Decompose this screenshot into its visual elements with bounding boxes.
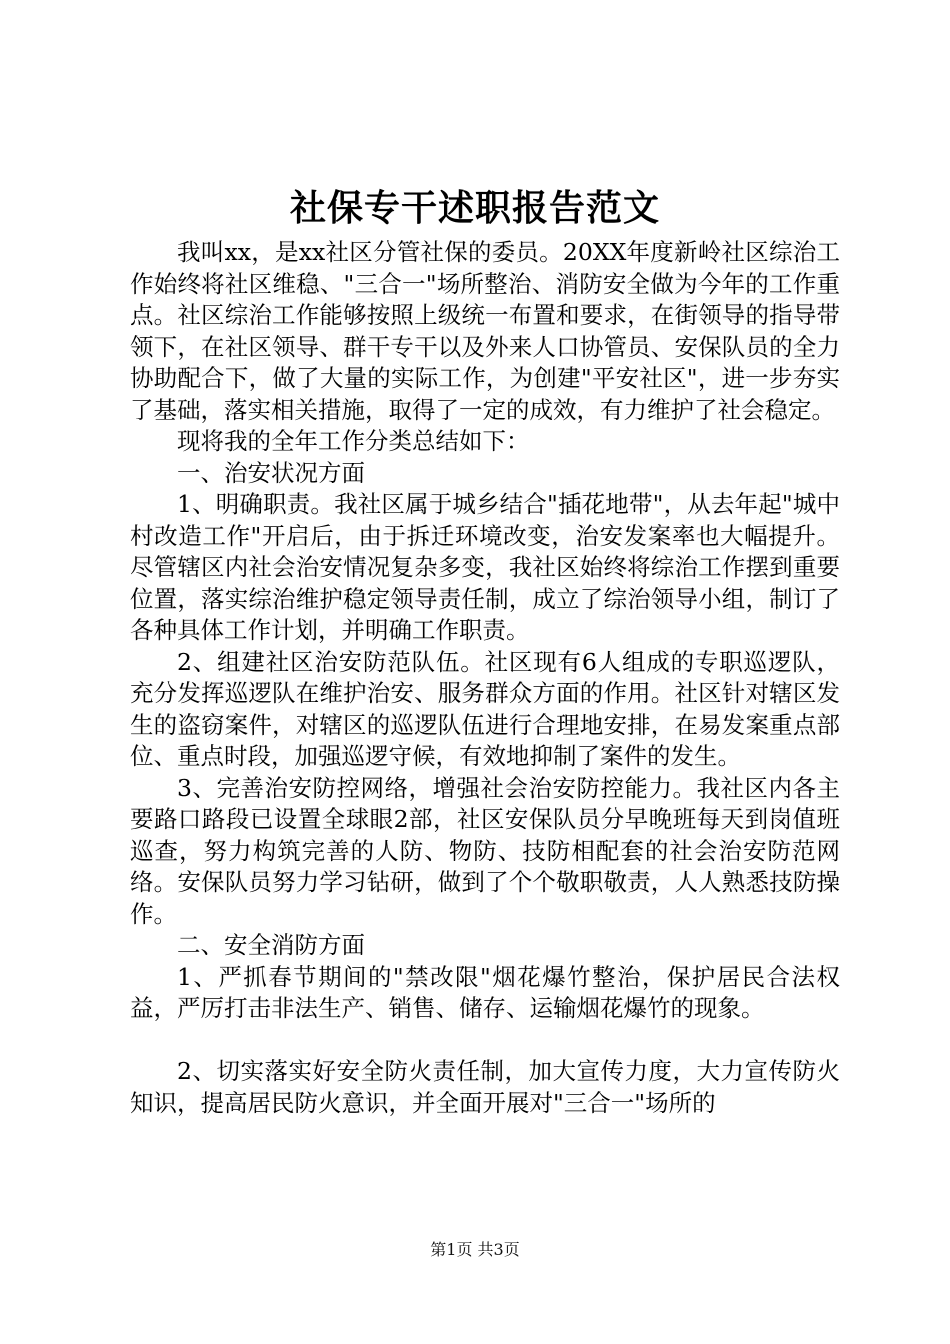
paragraph-clear-responsibilities: 1、明确职责。我社区属于城乡结合"插花地带"，从去年起"城中村改造工作"开启后，由于拆迁环境改变，治安发案率也大幅提升。尽管辖区内社会治安情况复杂多变，我社区始终将综治工作摆到重要位置，落实综治维护稳定领导责任制，成立了综治领导小组，制订了各种具体工作计划，并明确工作职责。	[130, 490, 840, 644]
paragraph-security-network: 3、完善治安防控网络，增强社会治安防控能力。我社区内各主要路口路段已设置全球眼2部，社区安保队员分早晚班每天到岗值班巡查，努力构筑完善的人防、物防、技防相配套的社会治安防范网络。安保队员努力学习钻研，做到了个个敬职敬责，人人熟悉技防操作。	[130, 773, 840, 928]
page-number-footer: 第1页 共3页	[430, 1240, 520, 1259]
document-title: 社保专干述职报告范文	[289, 187, 660, 229]
summary-intro-paragraph: 现将我的全年工作分类总结如下：	[177, 427, 530, 455]
document-body	[130, 237, 840, 1119]
intro-paragraph: 我叫xx，是xx社区分管社保的委员。20XX年度新岭社区综治工作始终将社区维稳、"三合一"场所整治、消防安全做为今年的工作重点。社区综治工作能够按照上级统一布置和要求，在街领导的指导带领下，在社区领导、群干专干以及外来人口协管员、安保队员的全力协助配合下，做了大量的实际工作，为创建"平安社区"，进一步夯实了基础，落实相关措施，取得了一定的成效，有力维护了社会稳定。	[130, 238, 840, 424]
section-heading-fire-safety: 二、安全消防方面	[177, 931, 365, 959]
paragraph-patrol-team: 2、组建社区治安防范队伍。社区现有6人组成的专职巡逻队，充分发挥巡逻队在维护治安、服务群众方面的作用。社区针对辖区发生的盗窃案件，对辖区的巡逻队伍进行合理地安排，在易发案重点部位、重点时段，加强巡逻守候，有效地抑制了案件的发生。	[130, 647, 840, 770]
paragraph-fire-prevention: 2、切实落实好安全防火责任制，加大宣传力度，大力宣传防火知识，提高居民防火意识，并全面开展对"三合一"场所的	[130, 1057, 840, 1117]
section-heading-public-security: 一、治安状况方面	[177, 458, 365, 487]
paragraph-fireworks-control: 1、严抓春节期间的"禁改限"烟花爆竹整治，保护居民合法权益，严厉打击非法生产、销售、储存、运输烟花爆竹的现象。	[130, 962, 840, 1022]
